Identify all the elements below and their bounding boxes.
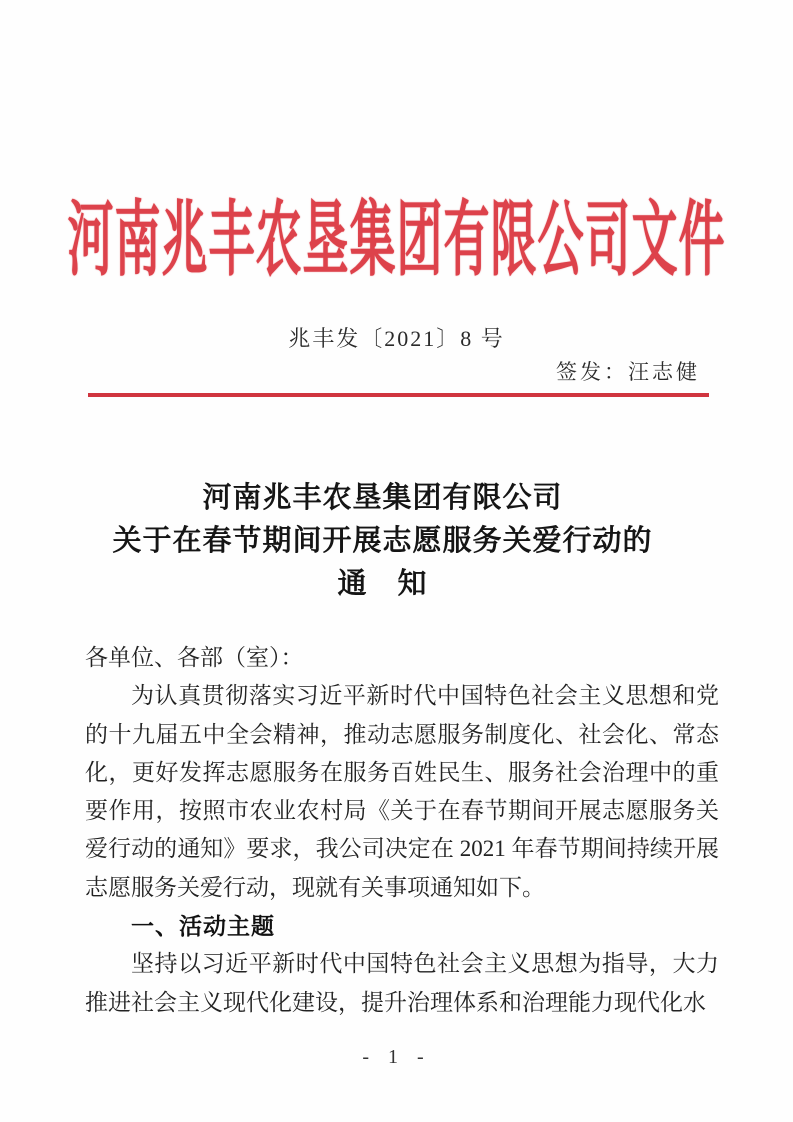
document-number: 兆丰发〔2021〕8 号	[288, 326, 505, 351]
letterhead-title: 河南兆丰农垦集团有限公司文件	[67, 194, 726, 286]
salutation: 各单位、各部（室）：	[85, 645, 304, 670]
title-line-3: 通 知	[337, 568, 428, 600]
signer-line: 签发：汪志健	[556, 360, 700, 384]
red-divider-rule	[88, 393, 709, 397]
title-line-1: 河南兆丰农垦集团有限公司	[202, 482, 563, 514]
title-line-2: 关于在春节期间开展志愿服务关爱行动的	[112, 525, 653, 557]
document-body	[85, 639, 719, 1022]
document-title	[0, 477, 779, 606]
paragraph-2: 坚持以习近平新时代中国特色社会主义思想为指导，大力推进社会主义现代化建设，提升治理体系和治理能力现代化水	[85, 951, 719, 1015]
page-number: - 1 -	[362, 1046, 431, 1068]
section-1-heading: 一、活动主题	[131, 913, 275, 940]
paragraph-1: 为认真贯彻落实习近平新时代中国特色社会主义思想和党的十九届五中全会精神，推动志愿服务制度化、社会化、常态化，更好发挥志愿服务在服务百姓民生、服务社会治理中的重要作用，按照市农业农村局《关于在春节期间开展志愿服务关爱行动的通知》要求，我公司决定在 2021 年春节期间持续开展志愿服务关爱行动，现就有关事项通知如下。	[85, 683, 719, 900]
